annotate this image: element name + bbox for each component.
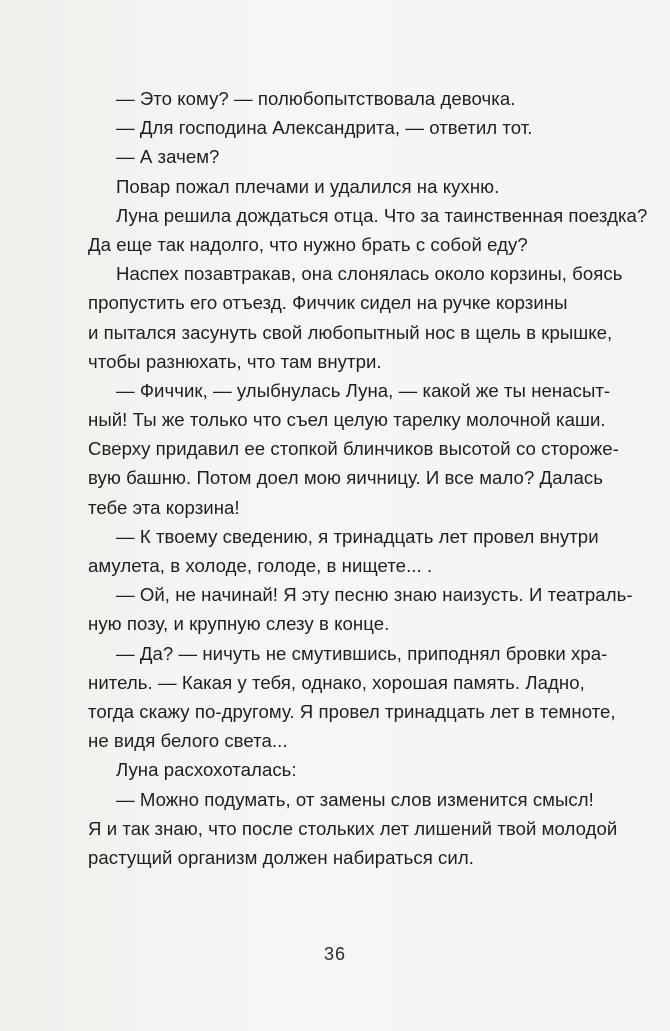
text-line: вую башню. Потом доел мою яичницу. И все мало? Далась xyxy=(88,467,603,489)
text-line: Наспех позавтракав, она слонялась около корзины, боясь xyxy=(116,263,623,285)
text-line: чтобы разнюхать, что там внутри. xyxy=(88,350,382,372)
text-line: — Это кому? — полюбопытствовала девочка. xyxy=(116,88,516,109)
text-line: нитель. — Какая у тебя, однако, хорошая память. Ладно, xyxy=(88,671,585,693)
text-line: ную позу, и крупную слезу в конце. xyxy=(88,613,390,635)
text-line: Сверху придавил ее стопкой блинчиков высотой со стороже- xyxy=(88,438,619,460)
text-line: и пытался засунуть свой любопытный нос в щель в крышке, xyxy=(88,321,613,343)
body-text xyxy=(88,84,648,872)
text-line: Повар пожал плечами и удалился на кухню. xyxy=(116,175,500,197)
text-line: Да еще так надолго, что нужно брать с собой еду? xyxy=(88,233,528,255)
text-line: — А зачем? xyxy=(116,146,220,168)
text-line: Луна расхохоталась: xyxy=(116,759,297,781)
text-line: — Ой, не начинай! Я эту песню знаю наизусть. И театраль- xyxy=(116,584,633,606)
text-line: — Можно подумать, от замены слов изменится смысл! xyxy=(116,788,594,810)
page-number: 36 xyxy=(323,944,347,964)
text-line: тебе эта корзина! xyxy=(88,496,240,518)
text-line: — К твоему сведению, я тринадцать лет провел внутри xyxy=(116,525,599,547)
text-line: — Для господина Александрита, — ответил тот. xyxy=(116,117,533,139)
text-line: — Фиччик, — улыбнулась Луна, — какой же ты ненасыт- xyxy=(116,379,611,401)
text-line: амулета, в холоде, голоде, в нищете... . xyxy=(88,555,433,576)
text-line: ный! Ты же только что съел целую тарелку молочной каши. xyxy=(88,409,606,431)
text-line: Луна решила дождаться отца. Что за таинственная поездка? xyxy=(116,204,648,226)
text-line: не видя белого света... xyxy=(88,730,288,752)
text-line: растущий организм должен набираться сил. xyxy=(88,846,474,868)
text-line: — Да? — ничуть не смутившись, приподнял бровки хра- xyxy=(116,642,608,664)
text-line: тогда скажу по-другому. Я провел тринадцать лет в темноте, xyxy=(88,700,616,722)
text-line: Я и так знаю, что после стольких лет лишений твой молодой xyxy=(88,817,618,839)
text-line: пропустить его отъезд. Фиччик сидел на ручке корзины xyxy=(88,292,568,314)
